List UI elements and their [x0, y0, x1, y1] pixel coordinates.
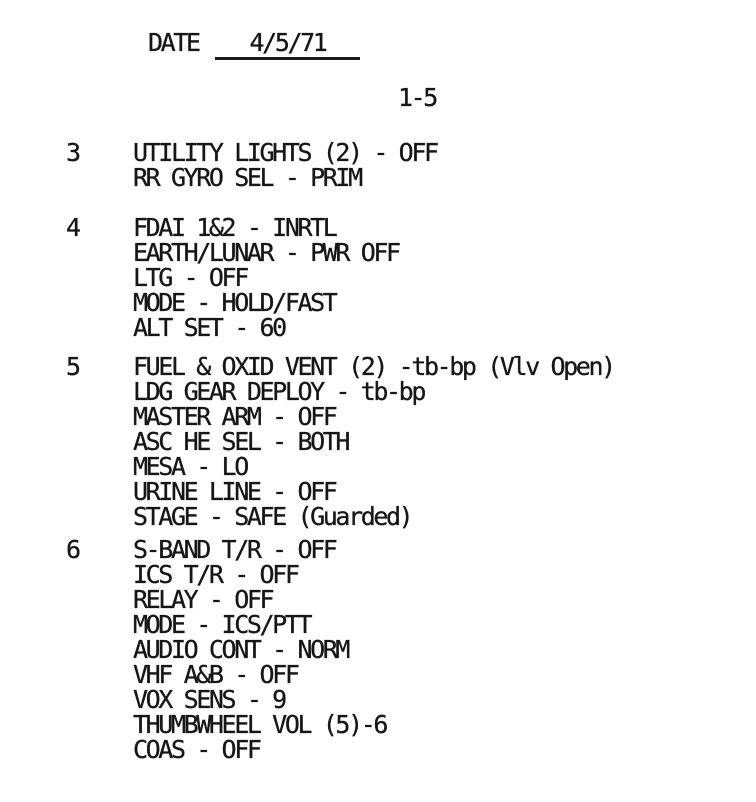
checklist-line: FUEL & OXID VENT (2) -tb-bp (Vlv Open) [133, 352, 614, 381]
section-lines [133, 537, 756, 762]
section-lines [133, 354, 756, 529]
section-lines [133, 140, 756, 190]
checklist-section [0, 537, 756, 762]
checklist-sections [0, 140, 756, 762]
checklist-line: RELAY - OFF [133, 585, 273, 614]
date-value: 4/5/71 [215, 30, 360, 60]
checklist-line: EARTH/LUNAR - PWR OFF [133, 238, 399, 267]
checklist-line: FDAI 1&2 - INRTL [133, 213, 336, 242]
section-number: 6 [66, 535, 79, 564]
checklist-line: S-BAND T/R - OFF [133, 535, 336, 564]
checklist-line: ALT SET - 60 [133, 313, 285, 342]
checklist-line: LTG - OFF [133, 263, 247, 292]
checklist-line: STAGE - SAFE (Guarded) [133, 502, 412, 531]
checklist-line: MESA - LO [133, 452, 247, 481]
checklist-line: MASTER ARM - OFF [133, 402, 336, 431]
checklist-line: MODE - ICS/PTT [133, 610, 311, 639]
checklist-section [0, 215, 756, 340]
checklist-line: ASC HE SEL - BOTH [133, 427, 349, 456]
checklist-line: COAS - OFF [133, 735, 260, 764]
section-number: 5 [66, 352, 79, 381]
checklist-line: MODE - HOLD/FAST [133, 288, 336, 317]
checklist-line: URINE LINE - OFF [133, 477, 336, 506]
checklist-line: LDG GEAR DEPLOY - tb-bp [133, 377, 424, 406]
date-label: DATE [148, 28, 199, 57]
checklist-line: RR GYRO SEL - PRIM [133, 163, 361, 192]
checklist-line: AUDIO CONT - NORM [133, 635, 349, 664]
checklist-line: VHF A&B - OFF [133, 660, 298, 689]
section-lines [133, 215, 756, 340]
section-number: 4 [66, 213, 79, 242]
checklist-section [0, 354, 756, 529]
checklist-line: VOX SENS - 9 [133, 685, 285, 714]
checklist-section [0, 140, 756, 190]
checklist-line: THUMBWHEEL VOL (5)-6 [133, 710, 387, 739]
checklist-line: UTILITY LIGHTS (2) - OFF [133, 138, 437, 167]
checklist-line: ICS T/R - OFF [133, 560, 298, 589]
section-number: 3 [66, 138, 79, 167]
page-number: 1-5 [398, 83, 436, 112]
